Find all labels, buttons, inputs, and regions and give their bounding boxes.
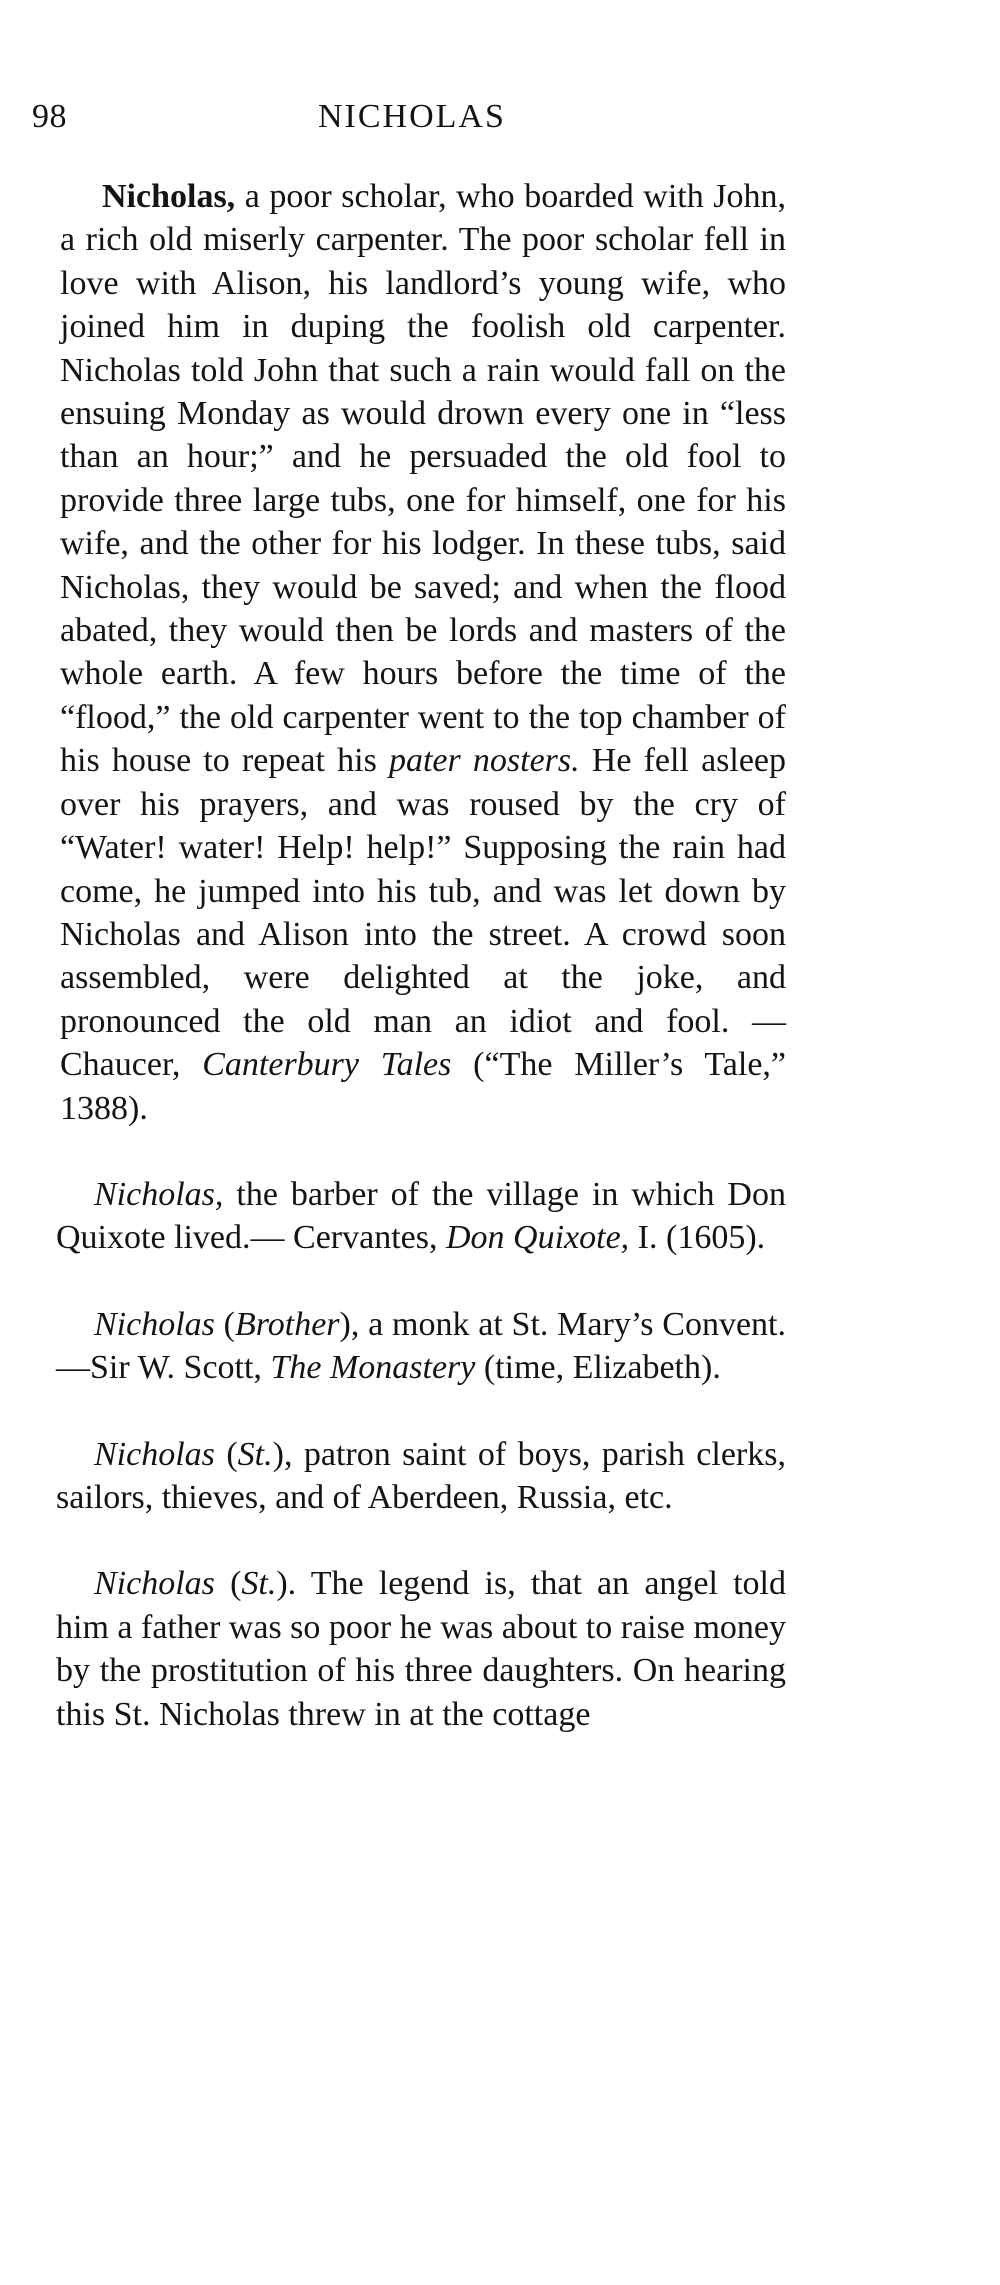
entry-nicholas-brother <box>56 1303 786 1390</box>
running-head: NICHOLAS <box>318 98 506 135</box>
entry-qualifier: Brother <box>235 1305 340 1343</box>
entry-headword: Nicholas <box>94 1565 215 1603</box>
entry-work-title: Canterbury Tales <box>202 1046 452 1084</box>
entry-text: ), a monk at St. Mary’s Convent.—Sir W. Scott, <box>56 1305 786 1387</box>
entry-text: ( <box>214 1435 238 1473</box>
entry-nicholas-saint <box>56 1433 786 1520</box>
entry-text: ), patron saint of boys, parish clerks, sailors, thieves, and of Aberdeen, Russia, etc. <box>56 1435 786 1516</box>
entry-text: (time, Elizabeth). <box>475 1349 721 1387</box>
entry-text: ). The legend is, that an angel told him a father was so poor he was about to raise money by the prostitution of his three daughters. On hearing this St. Nicholas threw in at the cottage <box>56 1565 787 1733</box>
entry-text: He fell asleep over his prayers, and was roused by the cry of “Water! water! Help! help!” Supposing the rain had come, he jumped into his tub, and was let down by Nicholas and Alison into the street. A crowd soon assembled, were delighted at the joke, and pronounced the old man an idiot and fool. —Chaucer, <box>60 742 787 1084</box>
page-number: 98 <box>32 98 67 135</box>
entry-qualifier: St. <box>241 1565 277 1603</box>
entry-nicholas-barber <box>56 1173 786 1260</box>
entry-work-title: Don Quixote, <box>445 1219 630 1257</box>
entry-nicholas-saint-legend <box>56 1562 786 1736</box>
entry-headword: Nicholas, <box>94 1175 224 1213</box>
entry-headword: Nicholas <box>94 1305 215 1343</box>
body-text <box>56 175 786 1736</box>
entry-text: ( <box>214 1565 242 1603</box>
entry-text: the barber of the village in which Don Quixote lived.— Cervantes, <box>56 1175 786 1257</box>
entry-text: a poor scholar, who boarded with John, a rich old miserly carpenter. The poor scholar fell in love with Alison, his landlord’s young wife, who joined him in duping the foolish old carpenter. Nicholas told John that such a rain would fall on the ensuing Monday as would drown every one in “less than an hour;” and he persuaded the old fool to provide three large tubs, one for himself, one for his wife, and the other for his lodger. In these tubs, said Nicholas, they would be saved; and when the flood abated, they would then be lords and masters of the whole earth. A few hours before the time of the “flood,” the old carpenter went to the top chamber of his house to repeat his <box>60 178 786 780</box>
entry-italic-phrase: pater nosters. <box>388 742 580 780</box>
entry-work-title: The Monastery <box>270 1349 476 1387</box>
entry-text: (“The Miller’s Tale,” 1388). <box>60 1046 786 1127</box>
entry-headword: Nicholas, <box>102 178 236 215</box>
entry-nicholas-scholar <box>60 175 786 1130</box>
entry-qualifier: St. <box>237 1435 273 1473</box>
entry-headword: Nicholas <box>94 1435 215 1473</box>
entry-text: I. (1605). <box>629 1219 766 1257</box>
page-header <box>0 98 1000 148</box>
entry-text: ( <box>214 1305 236 1343</box>
